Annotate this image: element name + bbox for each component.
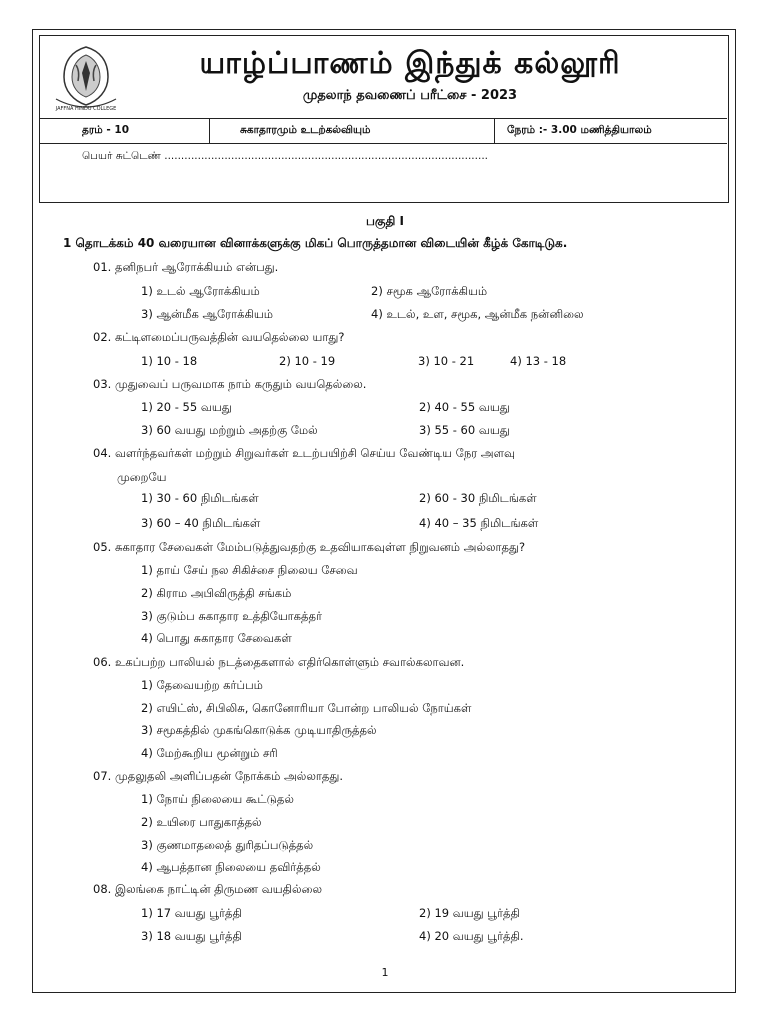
question-6-option-3[interactable]: 3) சமூகத்தில் முகங்கொடுக்க முடியாதிருத்தல் [141,723,377,737]
question-2-stem: 02. கட்டிளமைப்பருவத்தின் வயதெல்லை யாது? [93,330,345,344]
question-2-option-4[interactable]: 4) 13 - 18 [510,354,567,368]
question-7-option-2[interactable]: 2) உயிரை பாதுகாத்தல் [141,815,262,829]
question-3-stem: 03. முதுவைப் பருவமாக நாம் கருதும் வயதெல்லை. [93,377,367,391]
question-5-option-4[interactable]: 4) பொது சுகாதார சேவைகள் [141,631,292,645]
college-crest-icon [50,41,122,113]
svg-text:JAFFNA HINDU COLLEGE: JAFFNA HINDU COLLEGE [55,106,117,112]
instruction: 1 தொடக்கம் 40 வரையான வினாக்களுக்கு மிகப் பொருத்தமான விடையின் கீழ்க் கோடிடுக. [63,236,568,250]
page-number: 1 [381,966,389,979]
question-7-stem: 07. முதலுதலி அளிப்பதன் நோக்கம் அல்லாதது. [93,769,343,783]
subject-label: சுகாதாரமும் உடற்கல்வியும் [210,119,495,143]
question-2-option-3[interactable]: 3) 10 - 21 [418,354,475,368]
section-title: பகுதி I [366,214,404,228]
question-3-option-2[interactable]: 2) 40 - 55 வயது [419,400,510,414]
question-6-option-1[interactable]: 1) தேவையற்ற கர்ப்பம் [141,678,263,692]
grade-label: தரம் - 10 [40,119,210,143]
question-4-option-2[interactable]: 2) 60 - 30 நிமிடங்கள் [419,491,537,505]
question-7-option-3[interactable]: 3) குணமாதலைத் துரிதப்படுத்தல் [141,838,314,852]
question-5-option-2[interactable]: 2) கிராம அபிவிருத்தி சங்கம் [141,586,292,600]
question-4-stem: 04. வளர்ந்தவர்கள் மற்றும் சிறுவர்கள் உடற்பயிற்சி செய்ய வேண்டிய நேர அளவு [93,446,515,460]
exam-title: முதலாந் தவணைப் பரீட்சை - 2023 [302,88,518,103]
exam-info-row [40,118,727,144]
question-6-option-2[interactable]: 2) எயிட்ஸ், சிபிலிசு, கொனோரியா போன்ற பாலியல் நோய்கள் [141,701,472,715]
time-label: நேரம் :- 3.00 மணித்தியாலம் [507,124,652,136]
question-4-option-4[interactable]: 4) 40 – 35 நிமிடங்கள் [419,516,539,530]
exam-header [39,35,729,203]
question-6-option-4[interactable]: 4) மேற்கூறிய மூன்றும் சரி [141,746,278,760]
question-5-option-3[interactable]: 3) குடும்ப சுகாதார உத்தியோகத்தர் [141,609,323,623]
question-3-option-1[interactable]: 1) 20 - 55 வயது [141,400,232,414]
question-8-option-4[interactable]: 4) 20 வயது பூர்த்தி. [419,929,524,943]
question-1-option-1[interactable]: 1) உடல் ஆரோக்கியம் [141,284,260,298]
question-8-option-1[interactable]: 1) 17 வயது பூர்த்தி [141,906,242,920]
school-name: யாழ்ப்பாணம் இந்துக் கல்லூரி [199,46,621,81]
question-5-stem: 05. சுகாதார சேவைகள் மேம்படுத்துவதற்கு உதவியாகவுள்ள நிறுவனம் அல்லாதது? [93,540,526,554]
name-index-line: பெயர் சுட்டெண் ................................................................................................. [82,150,488,162]
question-4-option-3[interactable]: 3) 60 – 40 நிமிடங்கள் [141,516,261,530]
question-3-option-3[interactable]: 3) 60 வயது மற்றும் அதற்கு மேல் [141,423,318,437]
question-1-stem: 01. தனிநபர் ஆரோக்கியம் என்பது. [93,260,279,274]
question-6-stem: 06. உகப்பற்ற பாலியல் நடத்தைகளால் எதிர்கொள்ளும் சவால்கலாவன. [93,655,465,669]
question-3-option-4[interactable]: 3) 55 - 60 வயது [419,423,510,437]
question-1-option-2[interactable]: 2) சமூக ஆரோக்கியம் [371,284,488,298]
question-1-option-3[interactable]: 3) ஆன்மீக ஆரோக்கியம் [141,307,274,321]
question-2-option-1[interactable]: 1) 10 - 18 [141,354,198,368]
question-7-option-4[interactable]: 4) ஆபத்தான நிலையை தவிர்த்தல் [141,860,321,874]
question-5-option-1[interactable]: 1) தாய் சேய் நல சிகிச்சை நிலைய சேவை [141,563,358,577]
question-8-option-3[interactable]: 3) 18 வயது பூர்த்தி [141,929,242,943]
question-8-option-2[interactable]: 2) 19 வயது பூர்த்தி [419,906,520,920]
exam-page [32,29,736,993]
question-1-option-4[interactable]: 4) உடல், உள, சமூக, ஆன்மீக நன்னிலை [371,307,584,321]
question-4-stem-continued: முறையே [117,470,167,484]
question-2-option-2[interactable]: 2) 10 - 19 [279,354,336,368]
question-8-stem: 08. இலங்கை நாட்டின் திருமண வயதில்லை [93,882,323,896]
question-7-option-1[interactable]: 1) நோய் நிலையை கூட்டுதல் [141,792,294,806]
question-4-option-1[interactable]: 1) 30 - 60 நிமிடங்கள் [141,491,259,505]
